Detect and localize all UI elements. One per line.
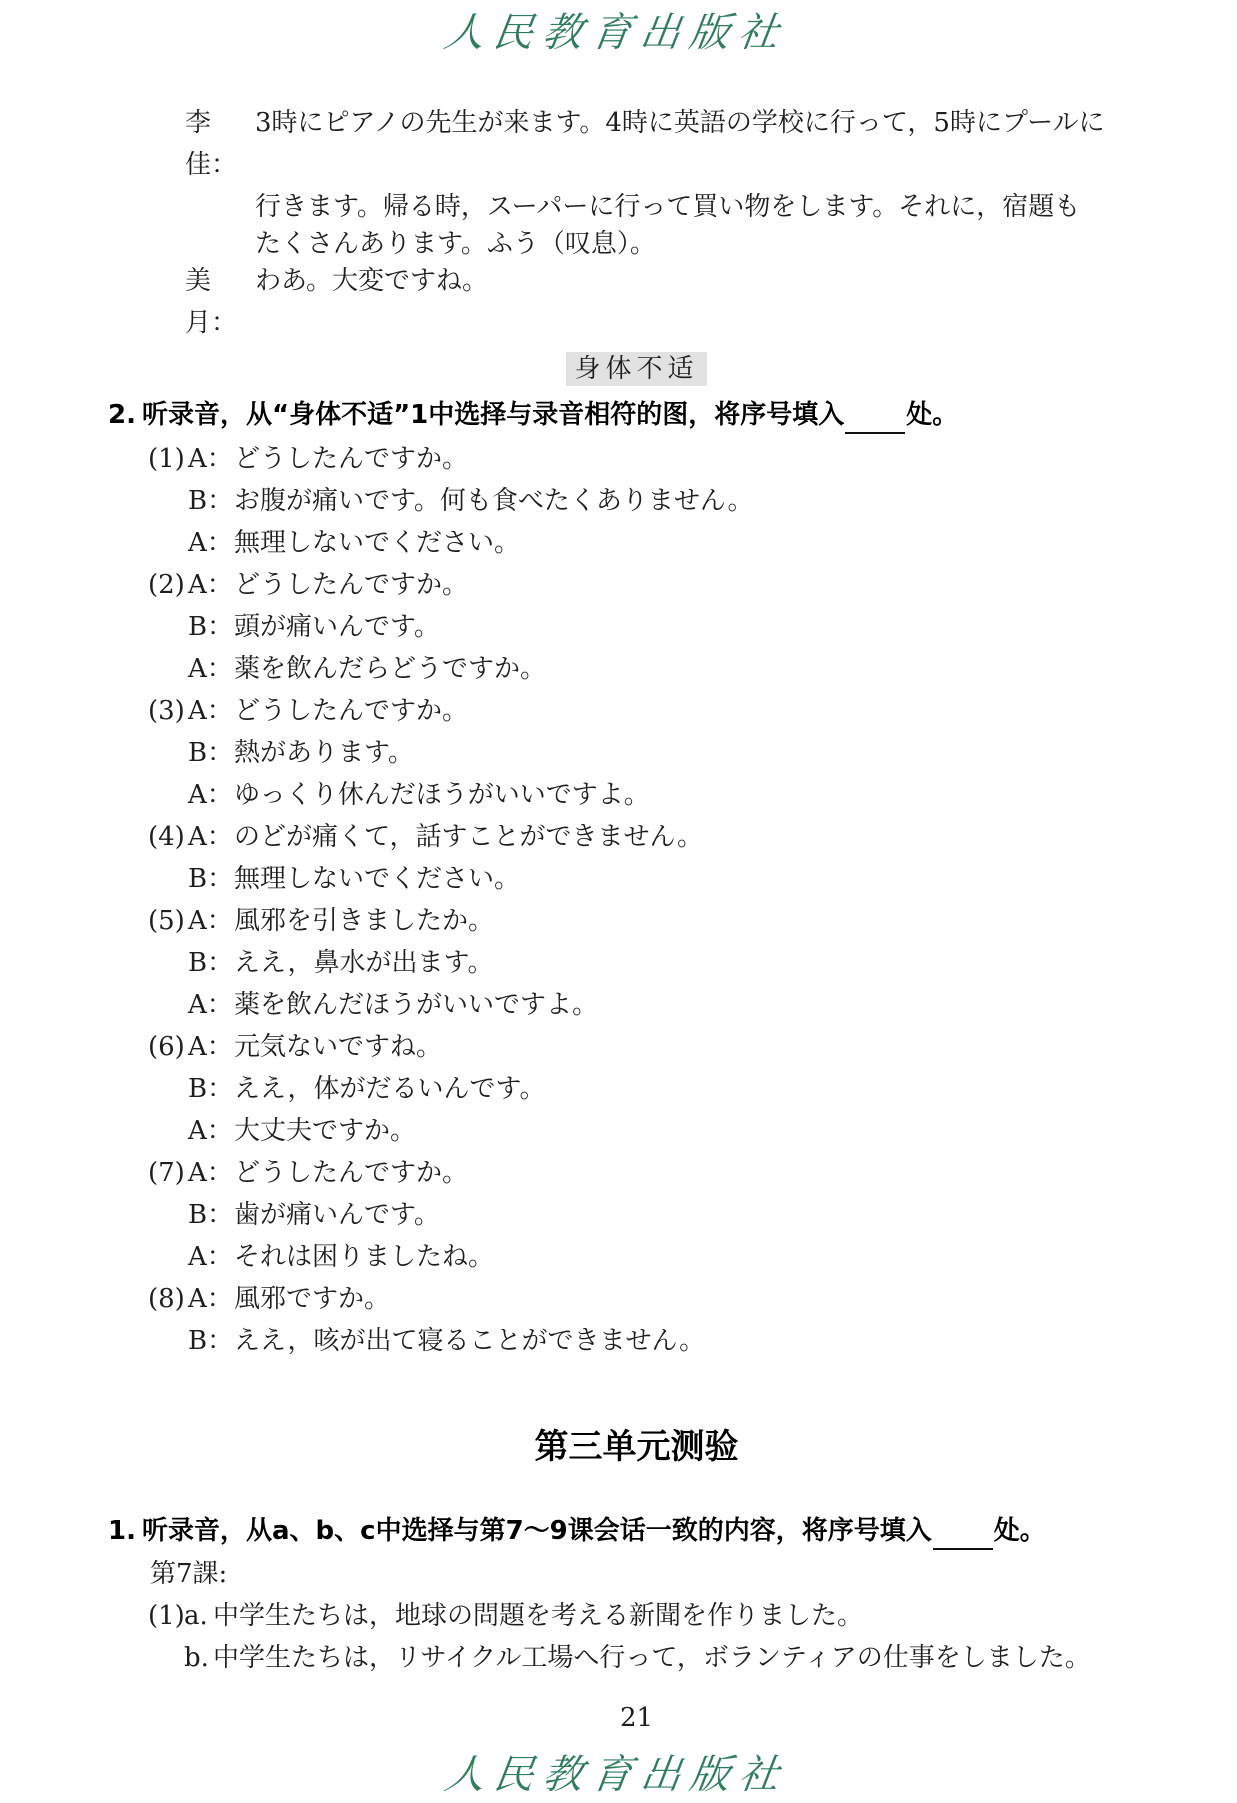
item-number: (2) <box>148 570 185 600</box>
publisher-logo-footer: 人民教育出版社 <box>441 1752 792 1798</box>
item-number <box>148 606 188 648</box>
line-text: 歯が痛いんです。 <box>234 1200 440 1230</box>
line-text: 頭が痛いんです。 <box>234 612 440 642</box>
speaker-label: B： <box>188 738 234 768</box>
option-label: a. <box>184 1601 208 1631</box>
speaker-label: A： <box>188 696 233 726</box>
line-text: ゆっくり休んだほうがいいですよ。 <box>234 780 650 810</box>
item-number <box>148 522 188 564</box>
item-line <box>0 1236 1233 1278</box>
line-text: ええ，咳が出て寝ることができません。 <box>234 1326 706 1356</box>
option-text: 中学生たちは，地球の問題を考える新聞を作りました。 <box>213 1601 864 1631</box>
instruction-tail: 处。 <box>906 400 959 430</box>
item-number <box>148 480 188 522</box>
item-number <box>148 984 188 1026</box>
dialogue-text: 行きます。帰る時，スーパーに行って買い物をします。それに，宿題も <box>255 192 1081 222</box>
exercise2-instruction-text <box>142 393 958 437</box>
instruction-text: 听录音，从“身体不适”1中选择与录音相符的图，将序号填入 <box>142 400 845 430</box>
section-label: 身体不适 <box>566 352 706 386</box>
line-text: 薬を飲んだほうがいいですよ。 <box>234 990 599 1020</box>
speaker-label: B： <box>188 612 234 642</box>
speaker-label: A： <box>188 822 233 852</box>
line-text: のどが痛くて，話すことができません。 <box>234 822 704 852</box>
line-text: ええ，鼻水が出ます。 <box>234 948 494 978</box>
speaker-label: A： <box>188 1158 233 1188</box>
speaker-label: A： <box>188 1116 233 1146</box>
item-line <box>0 648 1233 690</box>
item-number <box>148 858 188 900</box>
line-text: どうしたんですか。 <box>234 444 469 474</box>
item-number <box>148 942 188 984</box>
speaker-label: A： <box>188 780 233 810</box>
item-number: (3) <box>148 696 185 726</box>
dialogue-line <box>0 102 1233 186</box>
speaker-label: A： <box>188 654 233 684</box>
line-text: どうしたんですか。 <box>234 696 469 726</box>
line-text: それは困りましたね。 <box>234 1242 495 1272</box>
line-text: ええ，体がだるいんです。 <box>234 1074 546 1104</box>
item-line <box>0 1320 1233 1362</box>
dialogue-text: 3時にピアノの先生が来ます。4時に英語の学校に行って，5時にプールに <box>255 108 1105 138</box>
option-label: b. <box>184 1643 209 1673</box>
publisher-logo-header: 人民教育出版社 <box>441 10 791 56</box>
item-line <box>0 858 1233 900</box>
dialogue-block <box>0 102 1233 344</box>
exercise1-instruction <box>0 1509 1233 1553</box>
instruction-text: 听录音，从a、b、c中选择与第7～9课会话一致的内容，将序号填入 <box>142 1516 932 1546</box>
item-number: (8) <box>148 1284 185 1314</box>
speaker-label: B： <box>188 1200 234 1230</box>
exercise1-number: 1. <box>108 1516 136 1546</box>
item-line <box>0 1026 1233 1068</box>
line-text: どうしたんですか。 <box>234 1158 469 1188</box>
item-number: (7) <box>148 1158 185 1188</box>
item-number <box>148 1320 188 1362</box>
item-number <box>148 774 188 816</box>
speaker-label: B： <box>188 1074 234 1104</box>
item-number: (1) <box>148 444 185 474</box>
line-text: 薬を飲んだらどうですか。 <box>234 654 547 684</box>
item-line <box>0 1068 1233 1110</box>
speaker-label: B： <box>188 486 234 516</box>
item-line <box>0 732 1233 774</box>
speaker-label: A： <box>188 444 233 474</box>
line-text: 風邪ですか。 <box>234 1284 391 1314</box>
line-text: 熱があります。 <box>234 738 414 768</box>
speaker-label: A： <box>188 1242 233 1272</box>
speaker-label: B： <box>188 948 234 978</box>
item-number <box>148 732 188 774</box>
exercise1-instruction-text <box>142 1509 1046 1553</box>
dialogue-line <box>0 186 1233 223</box>
item-number <box>148 1194 188 1236</box>
speaker-label: A： <box>188 906 233 936</box>
speaker-name: 美月： <box>185 266 238 338</box>
item-line <box>0 816 1233 858</box>
item-line <box>0 774 1233 816</box>
line-text: 無理しないでください。 <box>234 528 521 558</box>
item-number: (6) <box>148 1032 185 1062</box>
item-line <box>0 1152 1233 1194</box>
speaker-label: A： <box>188 990 233 1020</box>
item-line <box>0 606 1233 648</box>
dialogue-line <box>0 260 1233 344</box>
speaker-label: A： <box>188 1284 233 1314</box>
item-line <box>0 1110 1233 1152</box>
speaker-label: B： <box>188 864 234 894</box>
item-number <box>148 1637 184 1679</box>
dialogue-text: わあ。大変ですね。 <box>255 266 488 296</box>
item-line <box>0 1194 1233 1236</box>
item-number <box>148 1110 188 1152</box>
item-line <box>0 942 1233 984</box>
answer-blank <box>933 1518 993 1550</box>
speaker-name: 李佳： <box>185 108 238 180</box>
speaker-label: A： <box>188 570 233 600</box>
lesson-header: 第7課: <box>150 1559 228 1589</box>
line-text: 大丈夫ですか。 <box>234 1116 417 1146</box>
instruction-tail: 处。 <box>993 1516 1046 1546</box>
speaker-label: B： <box>188 1326 234 1356</box>
dialogue-line <box>0 223 1233 260</box>
answer-blank <box>845 402 905 434</box>
exercise2-number: 2. <box>108 400 136 430</box>
line-text: 風邪を引きましたか。 <box>234 906 495 936</box>
speaker-label: A： <box>188 528 233 558</box>
item-line <box>0 522 1233 564</box>
exercise2-items <box>0 438 1233 1362</box>
dialogue-text: たくさんあります。ふう（叹息）。 <box>255 229 656 259</box>
exercise2-instruction <box>0 393 1233 437</box>
item-line <box>0 480 1233 522</box>
item-number <box>148 1236 188 1278</box>
option-text: 中学生たちは，リサイクル工場へ行って，ボランティアの仕事をしました。 <box>213 1643 1091 1673</box>
unit-test-title: 第三单元测验 <box>534 1427 739 1467</box>
item-line <box>0 1278 1233 1320</box>
item-line <box>0 438 1233 480</box>
item-number <box>148 1068 188 1110</box>
item-number: (5) <box>148 906 185 936</box>
option-line <box>0 1595 1233 1637</box>
item-line <box>0 564 1233 606</box>
item-number <box>148 648 188 690</box>
line-text: どうしたんですか。 <box>234 570 469 600</box>
line-text: 元気ないですね。 <box>234 1032 443 1062</box>
option-line <box>0 1637 1233 1679</box>
item-number: (4) <box>148 822 185 852</box>
section-label-row <box>0 352 1233 386</box>
speaker-label: A： <box>188 1032 233 1062</box>
line-text: お腹が痛いです。何も食べたくありません。 <box>234 486 754 516</box>
line-text: 無理しないでください。 <box>234 864 521 894</box>
item-line <box>0 900 1233 942</box>
page-number: 21 <box>619 1703 654 1733</box>
item-line <box>0 690 1233 732</box>
item-number: (1) <box>148 1601 185 1631</box>
item-line <box>0 984 1233 1026</box>
